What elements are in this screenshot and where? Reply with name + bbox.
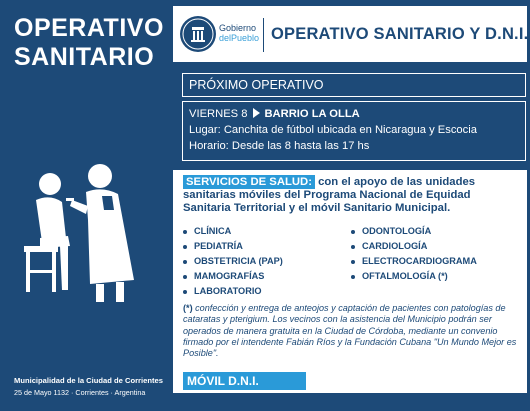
bullet-icon bbox=[351, 230, 355, 234]
main-title-line1: OPERATIVO bbox=[14, 14, 164, 42]
operative-place: BARRIO LA OLLA bbox=[264, 108, 360, 120]
footer-address: 25 de Mayo 1132 · Corrientes · Argentina bbox=[14, 388, 146, 397]
footer bbox=[14, 376, 163, 397]
operative-location: Lugar: Canchita de fútbol ubicada en Nicaragua y Escocia bbox=[189, 124, 477, 136]
bullet-icon bbox=[183, 260, 187, 264]
header bbox=[173, 6, 527, 62]
services-description bbox=[183, 176, 521, 215]
bullet-icon bbox=[183, 290, 187, 294]
bullet-icon bbox=[351, 260, 355, 264]
list-item: PEDIATRÍA bbox=[183, 239, 283, 254]
movil-dni-label: MÓVIL D.N.I. bbox=[183, 372, 306, 390]
services-text: con el apoyo de las unidades sanitarias móviles del Programa Nacional de Equidad Sanitaria Territorial y el móvil Sanitario Municipal. bbox=[183, 176, 476, 214]
list-item: ELECTROCARDIOGRAMA bbox=[351, 254, 477, 269]
left-sidebar bbox=[0, 0, 172, 411]
operative-schedule: Horario: Desde las 8 hasta las 17 hs bbox=[189, 140, 370, 152]
header-title: OPERATIVO SANITARIO Y D.N.I. bbox=[271, 25, 529, 43]
footnote-text: confección y entrega de anteojos y captación de pacientes con patologías de cataratas y pterigium. Los vecinos con la asistencia del Municipio podrán ser operados de manera gratuita en la Ciudad de Córdoba, mediante un convenio firmado por el intendente Fabián Ríos y la Fundación Cubana "Un Mundo Mejor es Posible". bbox=[183, 303, 517, 359]
logo-line1: Gobierno bbox=[219, 23, 257, 33]
operative-day: VIERNES 8 bbox=[189, 108, 248, 120]
main-title bbox=[14, 14, 164, 72]
list-item: MAMOGRAFÍAS bbox=[183, 269, 283, 284]
logo-divider bbox=[263, 18, 264, 52]
list-item: LABORATORIO bbox=[183, 284, 283, 299]
doctor-patient-illustration bbox=[16, 150, 166, 310]
services-label: SERVICIOS DE SALUD: bbox=[183, 175, 315, 189]
services-list-col2 bbox=[351, 224, 477, 284]
next-operative-label: PRÓXIMO OPERATIVO bbox=[182, 73, 526, 97]
list-item: ODONTOLOGÍA bbox=[351, 224, 477, 239]
footnote bbox=[183, 303, 523, 359]
main-title-line2: SANITARIO bbox=[14, 43, 155, 71]
arrow-right-icon bbox=[253, 108, 260, 118]
government-logo-icon bbox=[180, 16, 216, 52]
bullet-icon bbox=[183, 275, 187, 279]
bullet-icon bbox=[183, 245, 187, 249]
operative-info-box bbox=[182, 101, 526, 161]
logo-text bbox=[219, 23, 259, 43]
bullet-icon bbox=[351, 245, 355, 249]
list-item: OFTALMOLOGÍA (*) bbox=[351, 269, 477, 284]
services-panel bbox=[173, 170, 527, 393]
list-item: CARDIOLOGÍA bbox=[351, 239, 477, 254]
services-list-col1 bbox=[183, 224, 283, 299]
footnote-mark: (*) bbox=[183, 303, 193, 313]
bullet-icon bbox=[351, 275, 355, 279]
list-item: CLÍNICA bbox=[183, 224, 283, 239]
list-item: OBSTETRICIA (PAP) bbox=[183, 254, 283, 269]
footer-organization: Municipalidad de la Ciudad de Corrientes bbox=[14, 376, 163, 385]
logo-line2: delPueblo bbox=[219, 33, 260, 43]
bullet-icon bbox=[183, 230, 187, 234]
